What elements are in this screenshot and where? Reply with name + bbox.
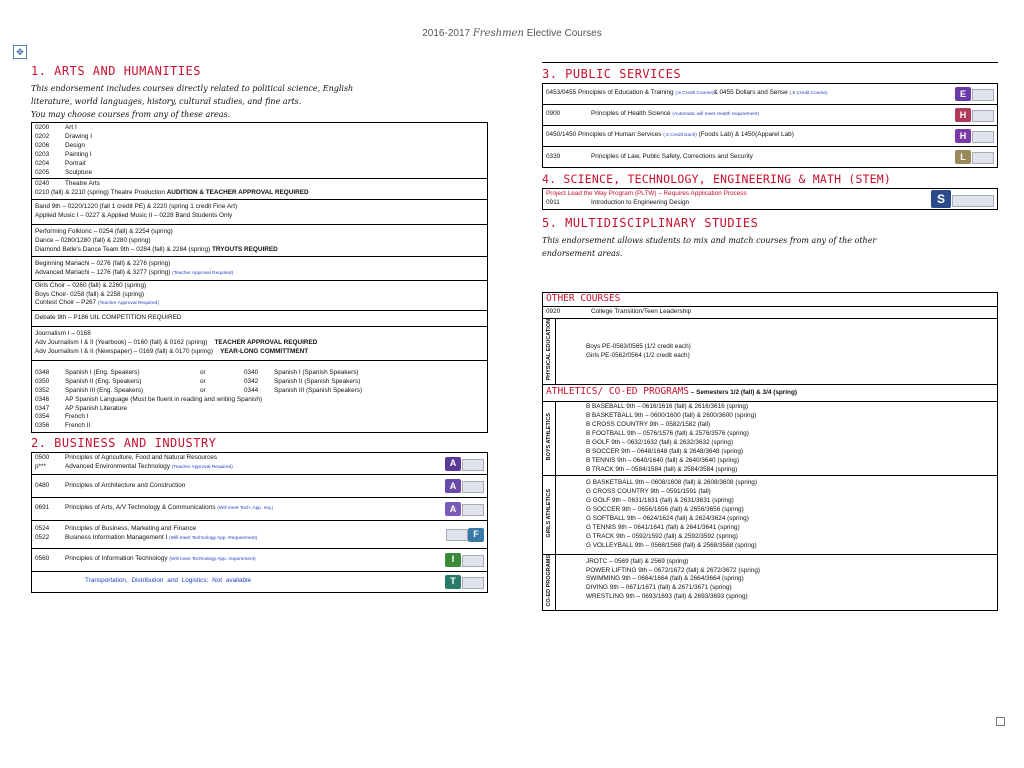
list-item: 0354 French I	[35, 413, 89, 421]
dance-cell	[32, 225, 488, 257]
list-item: B FOOTBALL 9th – 0576/1576 (fall) & 2576/3576 (spring)	[586, 429, 749, 437]
list-item: 0347 AP Spanish Literature	[35, 404, 128, 412]
architecture-icon: A	[445, 479, 461, 493]
arts-description	[31, 82, 488, 121]
coed-programs-cell	[556, 554, 998, 611]
coed-programs-label: CO-ED PROGRAMS	[543, 554, 556, 611]
list-item: WRESTLING 9th – 0693/1693 (fall) & 2693/3693 (spring)	[586, 593, 748, 601]
list-item: G CROSS COUNTRY 9th – 0591/1591 (fall)	[586, 488, 711, 496]
list-item: Dance – 0280/1280 (fall) & 2280 (spring)	[35, 236, 151, 244]
title-year: 2016-2017	[422, 28, 471, 39]
list-item: Contest Choir – P267 (Teacher Approval Required)	[35, 299, 159, 307]
list-item: Advanced Mariachi – 1276 (fall) & 3277 (spring) (Teacher Approval Required)	[35, 268, 234, 276]
health-science-icon: H	[955, 108, 971, 122]
education-icon: E	[955, 87, 971, 101]
arts-title: 1. ARTS AND HUMANITIES	[31, 64, 201, 78]
public-services-title: 3. PUBLIC SERVICES	[542, 67, 682, 81]
choir-cell	[32, 280, 488, 311]
arts-desc-line: You may choose courses from any of these areas.	[31, 110, 231, 119]
transportation-icon: T	[445, 575, 461, 589]
divider	[542, 62, 998, 63]
list-item: Girls Choir – 0260 (fall) & 2260 (spring)	[35, 281, 147, 289]
theatre-cell	[32, 179, 488, 200]
business-row: 0524 Principles of Business, Marketing and Finance 0522 Business Information Management I (Will meet Technology App. Requirement) F	[32, 521, 488, 549]
list-item: Diamond Belle's Dance Team 9th – 0284 (fall) & 2284 (spring) TRYOUTS REQUIRED	[35, 245, 278, 253]
public-row: 0453/0455 Principles of Education & Training (.5 Credit Course)& 0455 Dollars and Sense (.5 Credit Course) E	[543, 84, 998, 105]
agriculture-icon: A	[445, 457, 461, 471]
title-emphasis: Freshmen	[472, 28, 524, 39]
business-row: 0560 Principles of Information Technology (Will meet Technology App. requirement) I	[32, 548, 488, 571]
girls-athletics-cell	[556, 476, 998, 554]
pe-cell	[556, 318, 998, 384]
page-title	[0, 28, 1024, 39]
arts-desc-line: literature, world languages, history, cultural studies, and fine arts.	[31, 97, 302, 106]
list-item: B GOLF 9th – 0632/1632 (fall) & 2632/3632 (spring)	[586, 438, 734, 446]
list-item: Girls PE-0562/0564 (1/2 credit each)	[586, 351, 690, 359]
multidisciplinary-title: 5. MULTIDISCIPLINARY STUDIES	[542, 216, 759, 230]
stem-icon: S	[931, 190, 951, 208]
girls-athletics-label: GIRLS ATHLETICS	[543, 476, 556, 554]
multi-desc-line: This endorsement allows students to mix and match courses from any of the other	[542, 236, 877, 245]
pe-label: PHYSICAL EDUCATION	[543, 318, 556, 384]
right-column	[542, 64, 998, 611]
human-services-icon: H	[955, 129, 971, 143]
list-item: Boys Choir- 0258 (fall) & 2258 (spring)	[35, 290, 145, 298]
law-public-safety-icon: L	[955, 150, 971, 164]
business-title: 2. BUSINESS AND INDUSTRY	[31, 436, 217, 451]
list-item: Journalism I – 0168	[35, 330, 91, 338]
arts-desc-line: This endorsement includes courses directly related to political science, English	[31, 84, 354, 93]
art-courses-cell	[32, 123, 488, 179]
arts-av-icon: A	[445, 502, 461, 516]
list-item: B SOCCER 9th – 0648/1648 (fall) & 2648/3648 (spring)	[586, 447, 744, 455]
list-item: 0348 Spanish I (Eng. Speakers) or 0340 Spanish I (Spanish Speakers)	[35, 368, 359, 376]
stem-table	[542, 188, 998, 210]
public-row: 0450/1450 Principles of Human Services (.5 Credit Each) (Foods Lab) & 1450(Apparel Lab) H	[543, 126, 998, 147]
other-courses-table	[542, 292, 998, 611]
list-item: Debate 9th – P186 UIL COMPETITION REQUIRED	[35, 314, 182, 322]
multidisciplinary-description	[542, 234, 998, 260]
list-item: G TENNIS 9th – 0641/1641 (fall) & 2641/3641 (spring)	[586, 523, 740, 531]
list-item: Performing Folkloric – 0254 (fall) & 2254 (spring)	[35, 228, 173, 236]
finance-icon: F	[468, 528, 484, 542]
pltw-line: Project Lead the Way Program (PLTW) – Requires Application Process	[546, 190, 747, 198]
list-item: B BASKETBALL 9th – 0600/1600 (fall) & 2600/3600 (spring)	[586, 412, 757, 420]
list-item: G VOLLEYBALL 9th – 0568/1568 (fall) & 2568/3568 (spring)	[586, 541, 757, 549]
list-item: 0202 Drawing I	[35, 132, 92, 140]
list-item: 0240 Theatre Arts	[35, 180, 100, 188]
list-item: 0200 Art I	[35, 124, 77, 131]
multi-desc-line: endorsement areas.	[542, 249, 623, 258]
other-row: 0920 College Transition/Teen Leadership	[543, 306, 998, 318]
list-item: Adv Journalism I & II (Yearbook) – 0160 (fall) & 0162 (spring) TEACHER APPROVAL REQUIRED	[35, 339, 318, 347]
list-item: 0206 Design	[35, 141, 85, 149]
list-item: G SOFTBALL 9th – 0624/1624 (fall) & 2624/3624 (spring)	[586, 515, 749, 523]
list-item: B CROSS COUNTRY 9th – 0582/1582 (fall)	[586, 420, 711, 428]
business-footer-row	[32, 571, 488, 592]
boys-athletics-cell	[556, 402, 998, 476]
band-cell	[32, 200, 488, 225]
business-row: 0500 Principles of Agriculture, Food and Natural Resources p*** Advanced Environmental Technology (Teacher Approval Required) A	[32, 453, 488, 475]
business-table	[31, 452, 488, 593]
list-item: JROTC – 0569 (fall) & 2569 (spring)	[586, 557, 689, 565]
list-item: DIVING 9th – 0671/1671 (fall) & 2671/3671 (spring)	[586, 584, 732, 592]
list-item: B TENNIS 9th – 0640/1640 (fall) & 2640/3640 (spring)	[586, 456, 739, 464]
transportation-note: Transportation, Distribution and Logistics: Not available	[85, 577, 252, 585]
business-row: 0480 Principles of Architecture and Construction A	[32, 475, 488, 498]
debate-cell	[32, 311, 488, 327]
list-item: G TRACK 9th – 0592/1592 (fall) & 2592/3592 (spring)	[586, 532, 738, 540]
list-item: Beginning Mariachi – 0276 (fall) & 2276 (spring)	[35, 259, 171, 267]
list-item: Band 9th – 0220/1220 (fall 1 credit PE) & 2220 (spring 1 credit Fine Art)	[35, 203, 238, 211]
mariachi-cell	[32, 256, 488, 280]
list-item: 0204 Portrait	[35, 159, 86, 167]
table-resize-handle[interactable]	[996, 717, 1005, 726]
public-services-table	[542, 83, 998, 168]
list-item: 0210 (fall) & 2210 (spring) Theatre Production AUDITION & TEACHER APPROVAL REQUIRED	[35, 189, 309, 197]
stem-title: 4. SCIENCE, TECHNOLOGY, ENGINEERING & MATH (STEM)	[542, 172, 892, 186]
business-row: 0691 Principles of Arts, A/V Technology & Communications (Will meet Tech. App. req.) A	[32, 498, 488, 521]
list-item: G SOCCER 9th – 0656/1656 (fall) & 2656/3656 (spring)	[586, 506, 744, 514]
list-item: Applied Music I – 0227 & Applied Music II – 0228 Band Students Only	[35, 212, 233, 220]
list-item: POWER LIFTING 9th – 0672/1672 (fall) & 2672/3672 (spring)	[586, 566, 761, 574]
stem-row: Project Lead the Way Program (PLTW) – Requires Application Process 0911 Introduction to Engineering Design S	[543, 189, 998, 210]
table-move-handle-icon[interactable]: ✥	[13, 45, 27, 59]
list-item: 0352 Spanish III (Eng. Speakers) or 0344 Spanish III (Spanish Speakers)	[35, 386, 363, 394]
languages-cell	[32, 360, 488, 432]
title-rest: Elective Courses	[526, 28, 602, 39]
journalism-cell	[32, 327, 488, 361]
boys-athletics-label: BOYS ATHLETICS	[543, 402, 556, 476]
list-item: B BASEBALL 9th – 0616/1616 (fall) & 2616/3616 (spring)	[586, 403, 749, 411]
list-item: G BASKETBALL 9th – 0608/1608 (fall) & 2608/3608 (spring)	[586, 479, 757, 487]
list-item: 0350 Spanish II (Eng. Speakers) or 0342 Spanish II (Spanish Speakers)	[35, 377, 361, 385]
public-row: 0339 Principles of Law, Public Safety, Corrections and Security L	[543, 147, 998, 168]
left-column	[31, 64, 488, 593]
information-tech-icon: I	[445, 553, 461, 567]
list-item: 0205 Sculpture	[35, 168, 92, 176]
list-item: Boys PE-0563/0565 (1/2 credit each)	[586, 342, 691, 350]
public-row: 0900 Principles of Health Science (Automatic will meet Health requirement) H	[543, 105, 998, 126]
list-item: 0346 AP Spanish Language (Must be fluent in reading and writing Spanish)	[35, 395, 263, 403]
list-item: 0356 French II	[35, 422, 91, 430]
list-item: G GOLF 9th – 0631/1631 (fall) & 2631/3631 (spring)	[586, 497, 734, 505]
list-item: 0203 Painting I	[35, 150, 92, 158]
list-item: B TRACK 9th – 0584/1584 (fall) & 2584/3584 (spring)	[586, 465, 738, 473]
list-item: Adv Journalism I & II (Newspaper) – 0169 (fall) & 0170 (spring) YEAR-LONG COMMITTMENT	[35, 348, 309, 356]
arts-table	[31, 122, 488, 433]
athletics-header: ATHLETICS/ CO-ED PROGRAMS – Semesters 1/2 (fall) & 3/4 (spring)	[543, 385, 998, 402]
other-courses-title: OTHER COURSES	[543, 293, 998, 307]
list-item: SWIMMING 9th – 0664/1664 (fall) & 2664/3664 (spring)	[586, 575, 744, 583]
